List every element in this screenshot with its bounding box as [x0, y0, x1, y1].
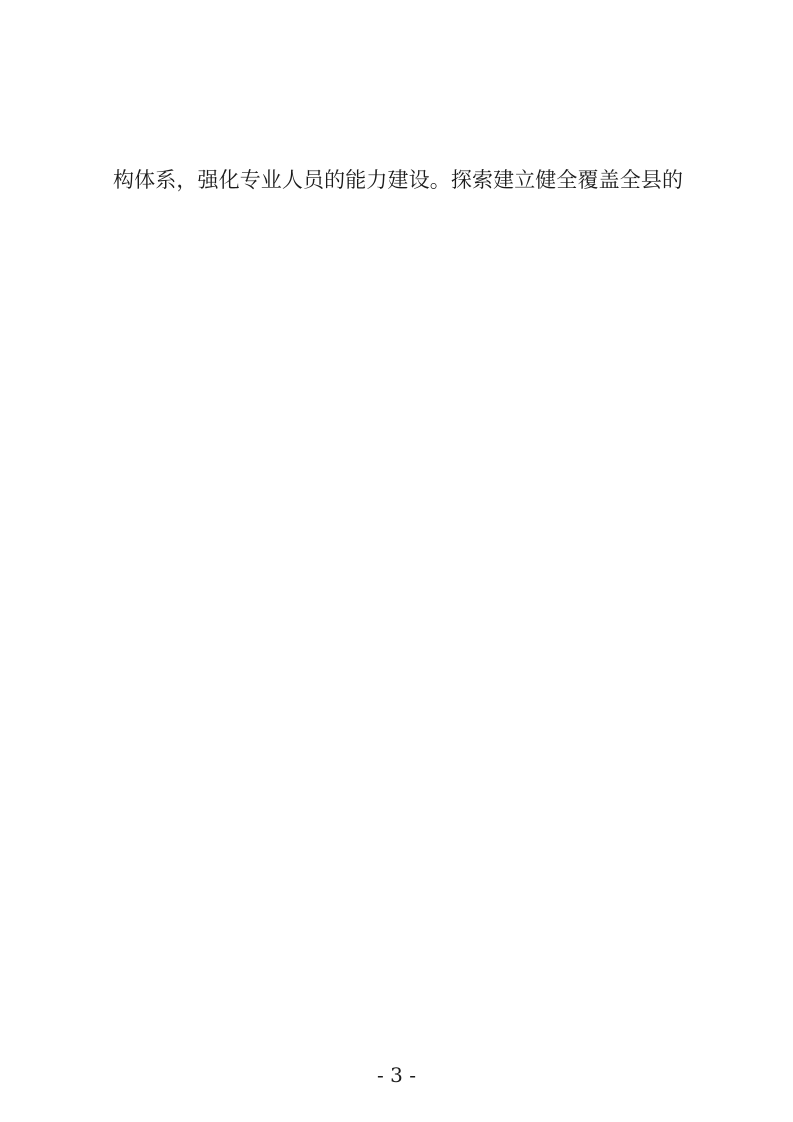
text-line: 构体系，强化专业人员的能力建设。探索建立健全覆盖全县的 — [113, 168, 683, 192]
page-number: - 3 - — [377, 1063, 416, 1087]
body-text — [113, 160, 683, 326]
text-line — [113, 285, 683, 327]
text-line — [113, 202, 683, 244]
text-line — [113, 243, 683, 285]
